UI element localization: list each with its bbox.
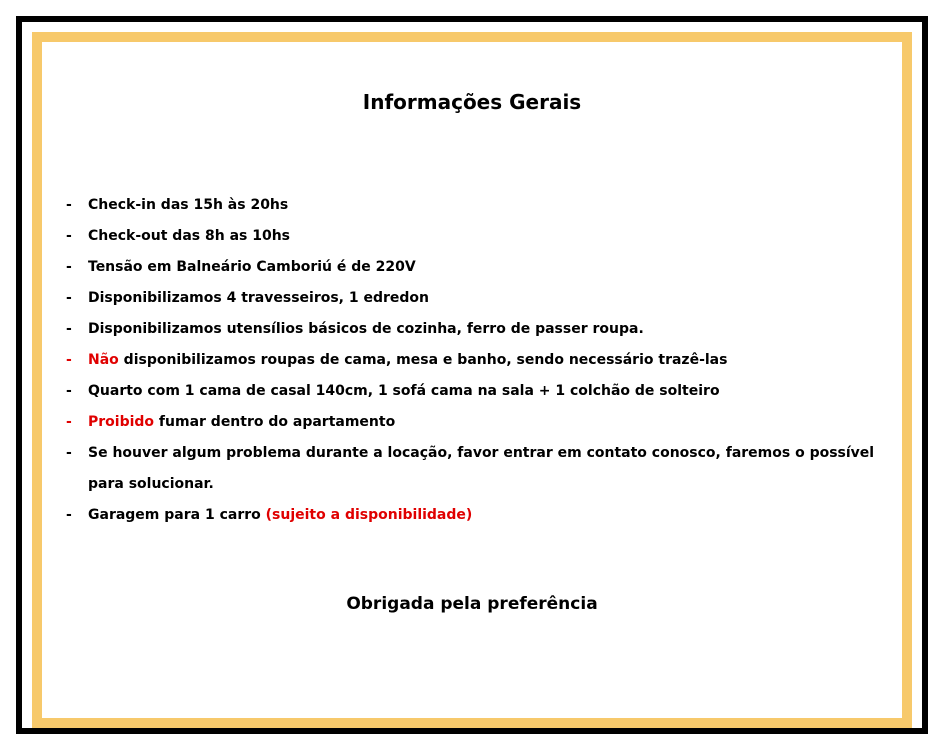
list-item-contact — [66, 438, 886, 500]
bullet-dash: - — [66, 290, 72, 306]
closing-message: Obrigada pela preferência — [346, 594, 598, 614]
bullet-dash: - — [66, 321, 72, 337]
list-item-checkout — [66, 221, 886, 252]
list-item-voltage — [66, 252, 886, 283]
outer-border-frame — [16, 16, 928, 734]
item-text: disponibilizamos roupas de cama, mesa e banho, sendo necessário trazê-las — [123, 352, 728, 368]
list-item-smoking — [66, 407, 886, 438]
bullet-dash: - — [66, 228, 72, 244]
item-highlight: (sujeito a disponibilidade) — [265, 507, 473, 523]
item-text: Check-out das 8h as 10hs — [88, 228, 291, 244]
item-text: Quarto com 1 cama de casal 140cm, 1 sofá cama na sala + 1 colchão de solteiro — [88, 383, 720, 399]
page-title: Informações Gerais — [362, 90, 582, 114]
bullet-dash: - — [66, 507, 72, 523]
bullet-dash: - — [66, 445, 72, 461]
list-item-linens — [66, 345, 886, 376]
bullet-dash: - — [66, 383, 72, 399]
item-text: Check-in das 15h às 20hs — [88, 197, 289, 213]
item-text: Tensão em Balneário Camboriú é de 220V — [88, 259, 416, 275]
list-item-kitchen — [66, 314, 886, 345]
list-item-garage — [66, 500, 886, 531]
item-highlight: Proibido — [88, 414, 155, 430]
bullet-dash: - — [66, 414, 72, 430]
item-text: Se houver algum problema durante a locação, favor entrar em contato conosco, faremos o possível para solucionar. — [88, 445, 875, 492]
bullet-dash: - — [66, 352, 72, 368]
item-text: fumar dentro do apartamento — [158, 414, 396, 430]
item-text: Disponibilizamos utensílios básicos de cozinha, ferro de passer roupa. — [88, 321, 644, 337]
list-item-pillows — [66, 283, 886, 314]
item-text: Disponibilizamos 4 travesseiros, 1 edredon — [88, 290, 430, 306]
item-text: Garagem para 1 carro — [88, 507, 261, 523]
list-item-checkin — [66, 190, 886, 221]
info-list — [66, 190, 886, 531]
item-highlight: Não — [88, 352, 119, 368]
bullet-dash: - — [66, 259, 72, 275]
list-item-room — [66, 376, 886, 407]
inner-gold-border-frame — [32, 32, 912, 728]
bullet-dash: - — [66, 197, 72, 213]
